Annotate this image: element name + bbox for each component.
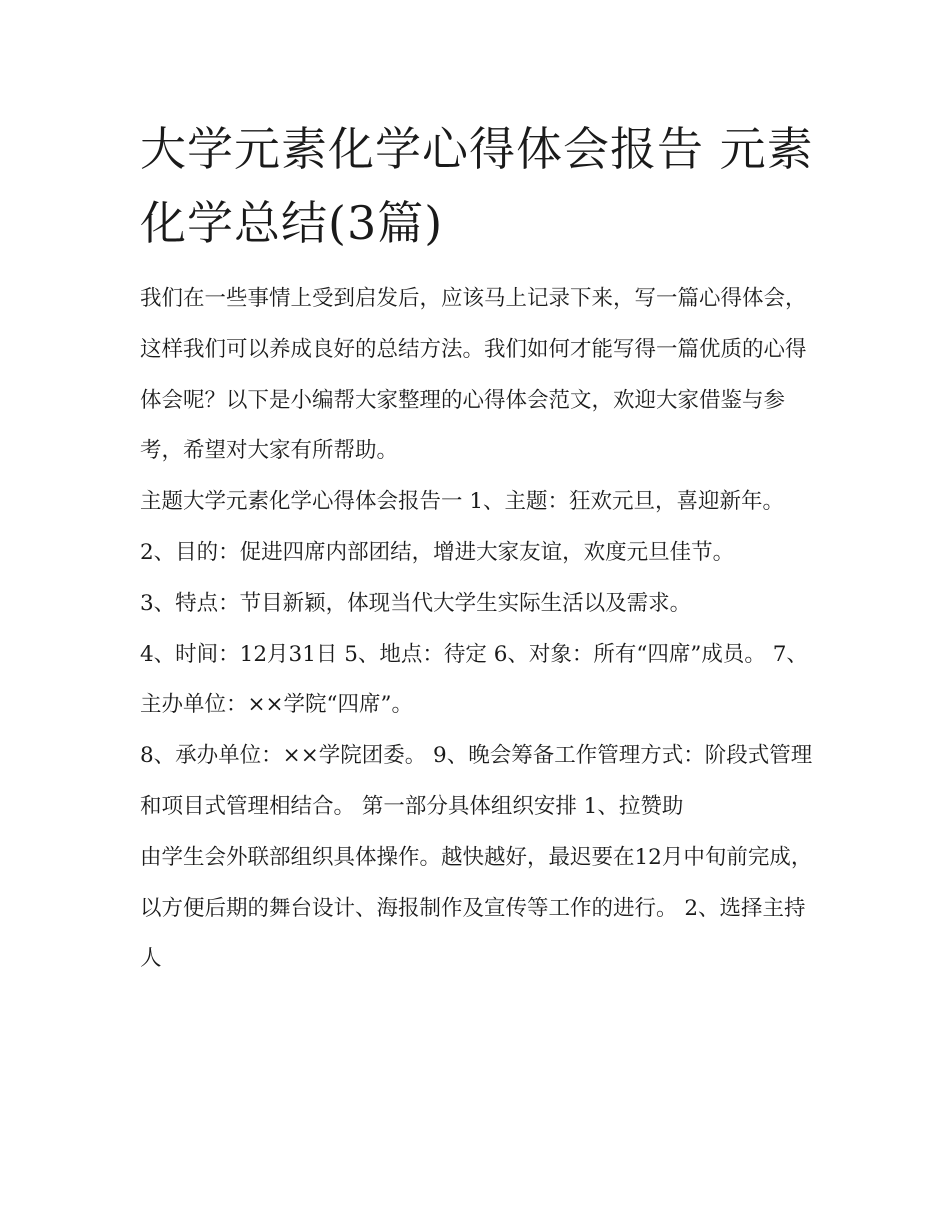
paragraph-theme: 主题大学元素化学心得体会报告一 1、主题：狂欢元旦，喜迎新年。 2、目的：促进四席内部团结，增进大家友谊，欢度元旦佳节。 — [140, 489, 785, 565]
document-title: 大学元素化学心得体会报告 元素化学总结(3篇) — [140, 122, 814, 250]
paragraph-intro: 我们在一些事情上受到启发后，应该马上记录下来，写一篇心得体会，这样我们可以养成良好的总结方法。我们如何才能写得一篇优质的心得体会呢？以下是小编帮大家整理的心得体会范文，欢迎大家借鉴与参考，希望对大家有所帮助。 — [140, 286, 807, 464]
paragraph-sponsorship: 由学生会外联部组织具体操作。越快越好，最迟要在12月中旬前完成，以方便后期的舞台设计、海报制作及宣传等工作的进行。 2、选择主持人 — [140, 844, 813, 972]
document-page — [140, 112, 820, 985]
paragraph-features: 3、特点：节目新颖，体现当代大学生实际生活以及需求。 — [140, 590, 692, 616]
paragraph-organizer: 8、承办单位：××学院团委。 9、晚会筹备工作管理方式：阶段式管理和项目式管理相结合。 第一部分具体组织安排 1、拉赞助 — [140, 743, 813, 819]
paragraph-time-place: 4、时间：12月31日 5、地点：待定 6、对象：所有“四席”成员。 7、主办单位：××学院“四席”。 — [140, 641, 808, 718]
document-body — [140, 274, 820, 985]
